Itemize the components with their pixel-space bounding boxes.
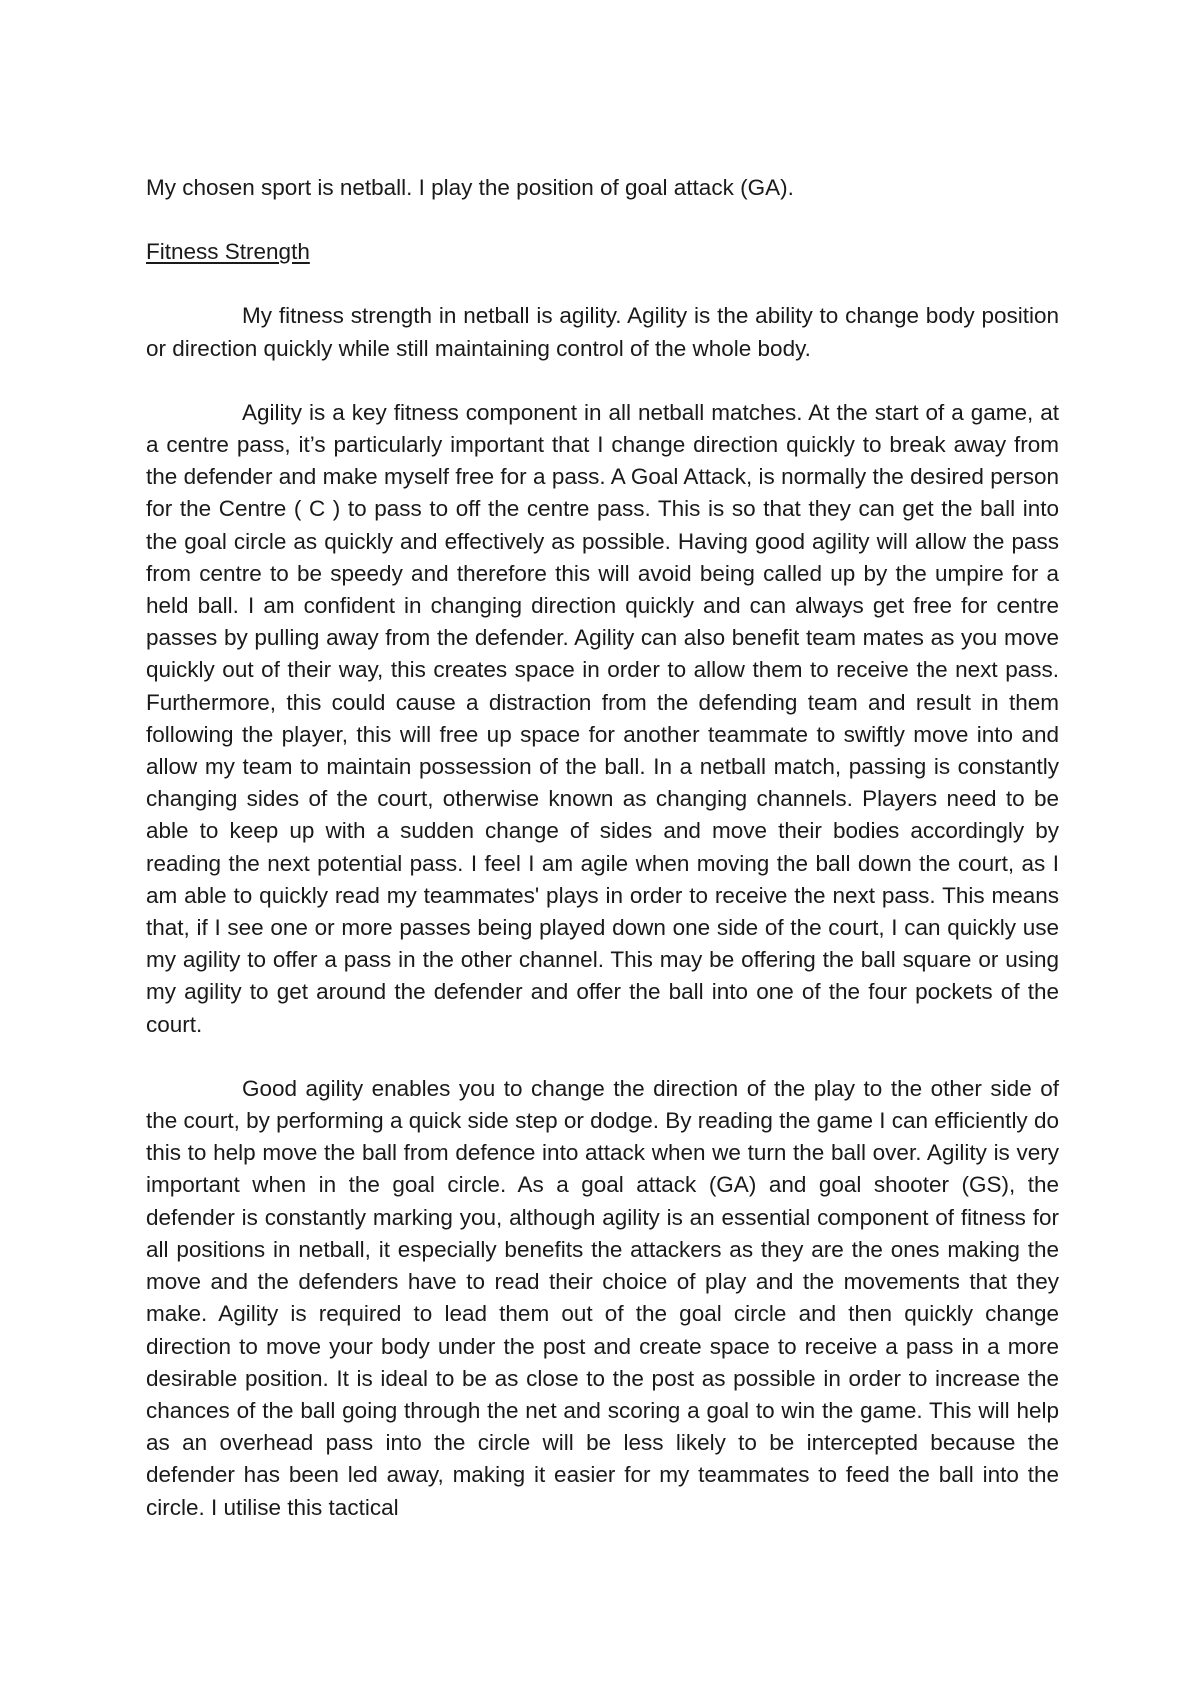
paragraph-centre-pass: Agility is a key fitness component in all netball matches. At the start of a game, at a centre pass, it’s particularly important that I change direction quickly to break away from the defender and make myself free for a pass. A Goal Attack, is normally the desired person for the Centre ( C ) to pass to off the centre pass. This is so that they can get the ball into the goal circle as quickly and effectively as possible. Having good agility will allow the pass from centre to be speedy and therefore this will avoid being called up by the umpire for a held ball. I am confident in changing direction quickly and can always get free for centre passes by pulling away from the defender. Agility can also benefit team mates as you move quickly out of their way, this creates space in order to allow them to receive the next pass. Furthermore, this could cause a distraction from the defending team and result in them following the player, this will free up space for another teammate to swiftly move into and allow my team to maintain possession of the ball. In a netball match, passing is constantly changing sides of the court, otherwise known as changing channels. Players need to be able to keep up with a sudden change of sides and move their bodies accordingly by reading the next potential pass. I feel I am agile when moving the ball down the court, as I am able to quickly read my teammates' plays in order to receive the next pass. This means that, if I see one or more passes being played down one side of the court, I can quickly use my agility to offer a pass in the other channel. This may be offering the ball square or using my agility to get around the defender and offer the ball into one of the four pockets of the court. [146,399,1059,1037]
paragraph-goal-circle: Good agility enables you to change the direction of the play to the other side of the court, by performing a quick side step or dodge. By reading the game I can efficiently do this to help move the ball from defence into attack when we turn the ball over. Agility is very important when in the goal circle. As a goal attack (GA) and goal shooter (GS), the defender is constantly marking you, although agility is an essential component of fitness for all positions in netball, it especially benefits the attackers as they are the ones making the move and the defenders have to read their choice of play and the movements that they make. Agility is required to lead them out of the goal circle and then quickly change direction to move your body under the post and create space to receive a pass in a more desirable position. It is ideal to be as close to the post as possible in order to increase the chances of the ball going through the net and scoring a goal to win the game. This will help as an overhead pass into the circle will be less likely to be intercepted because the defender has been led away, making it easier for my teammates to feed the ball into the circle. I utilise this tactical [146,1075,1059,1520]
document-page [146,172,1059,1524]
paragraph-definition: My fitness strength in netball is agility. Agility is the ability to change body position or direction quickly while still maintaining control of the whole body. [146,303,1059,361]
section-heading: Fitness Strength [146,239,310,265]
intro-sentence: My chosen sport is netball. I play the position of goal attack (GA). [146,175,794,200]
